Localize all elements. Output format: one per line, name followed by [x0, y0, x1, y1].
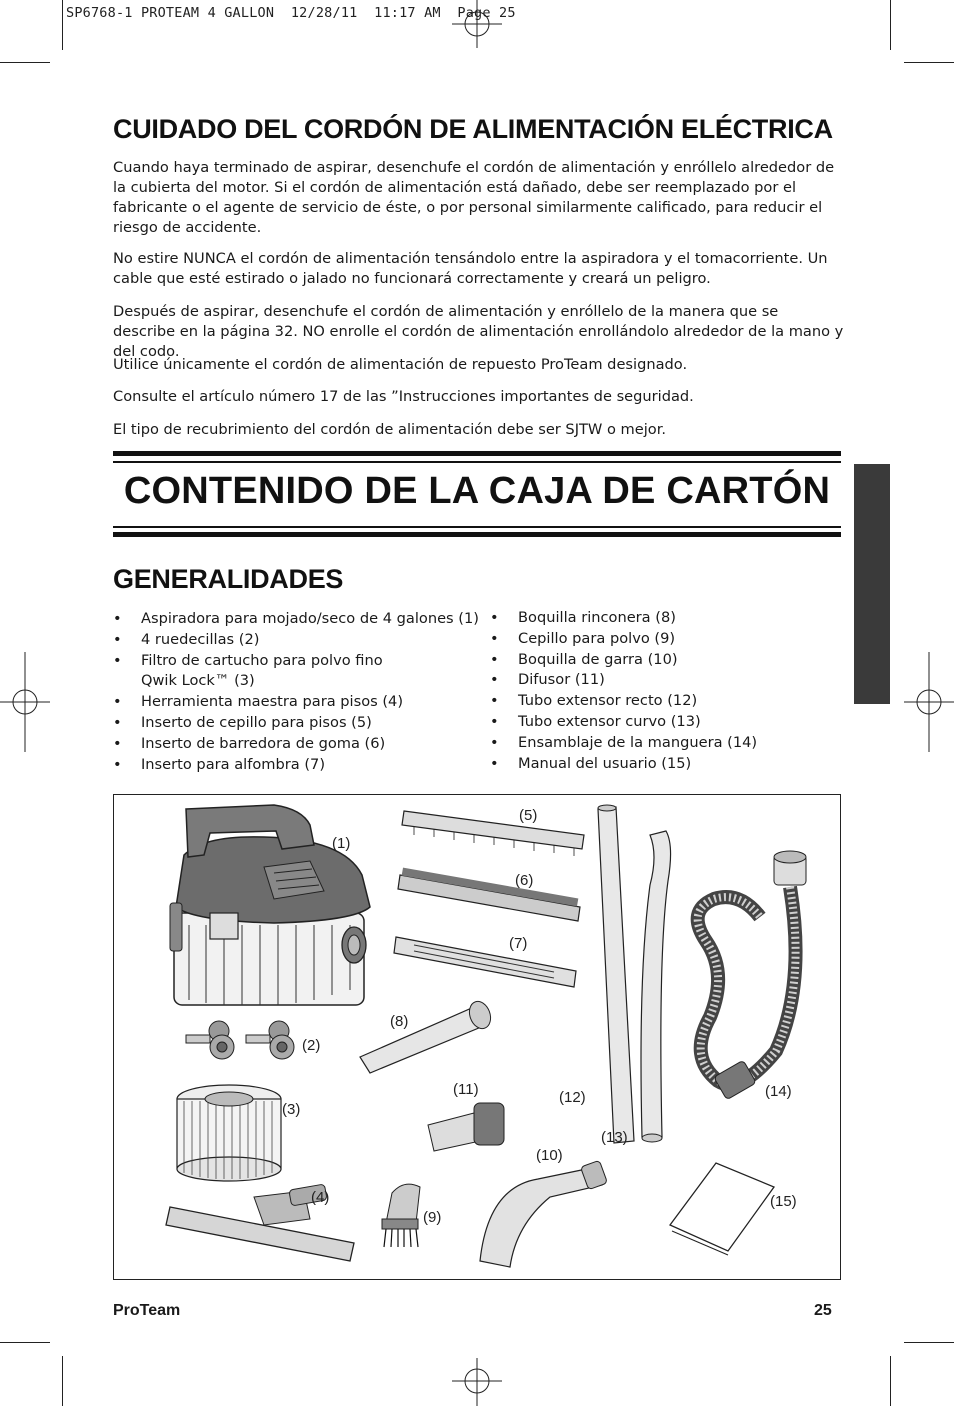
print-slug: SP6768-1 PROTEAM 4 GALLON 12/28/11 11:17 AM Page 25 [66, 5, 516, 21]
list-item: • Boquilla de garra (10) [490, 650, 830, 671]
part-label: (8) [390, 1013, 409, 1030]
dust-brush-illustration [382, 1184, 420, 1247]
list-item: • 4 ruedecillas (2) [113, 630, 483, 651]
part-label: (7) [509, 935, 528, 952]
list-item: • Tubo extensor curvo (13) [490, 712, 830, 733]
list-item: • Boquilla rinconera (8) [490, 608, 830, 629]
manual-illustration [670, 1163, 774, 1255]
crop-mark [0, 1342, 50, 1343]
part-label: (2) [302, 1037, 321, 1054]
list-item: • Inserto de barredora de goma (6) [113, 734, 483, 755]
part-label: (9) [423, 1209, 442, 1226]
filter-illustration [177, 1085, 281, 1181]
crop-mark [890, 0, 891, 50]
list-item: • Difusor (11) [490, 670, 830, 691]
part-label: (12) [559, 1089, 586, 1106]
list-item: • Tubo extensor recto (12) [490, 691, 830, 712]
part-label: (4) [311, 1189, 330, 1206]
crevice-tool-illustration [360, 998, 494, 1073]
part-label: (5) [519, 807, 538, 824]
generalidades-heading: GENERALIDADES [113, 564, 344, 594]
list-item: • Manual del usuario (15) [490, 754, 830, 775]
cord-paragraph-2: No estire NUNCA el cordón de alimentación tensándolo entre la aspiradora y el tomacorriente. Un cable que esté estirado o jalado no funcionará correctamente y creará un peligro. [113, 250, 828, 287]
crop-mark [62, 1356, 63, 1406]
registration-mark-bottom [452, 1356, 502, 1406]
contents-list-left [113, 609, 483, 775]
claw-nozzle-illustration [480, 1160, 608, 1267]
part-label: (10) [536, 1147, 563, 1164]
part-label: (15) [770, 1193, 797, 1210]
list-item-continuation: Qwik Lock™ (3) [141, 672, 255, 690]
contents-title: CONTENIDO DE LA CAJA DE CARTÓN [123, 470, 831, 512]
cord-paragraph-1: Cuando haya terminado de aspirar, desenchufe el cordón de alimentación y enróllelo alrededor de la cubierta del motor. Si el cordón de alimentación está dañado, debe ser reemplazado por el fabricante o el agente de servicio de éste, o por personal similarmente calificado, para reducir el riesgo de accidente. [113, 159, 835, 236]
cord-paragraph-5: Consulte el artículo número 17 de las ”Instrucciones importantes de seguridad. [113, 388, 694, 405]
part-label: (1) [332, 835, 351, 852]
registration-mark-top [452, 0, 502, 50]
cord-care-heading: CUIDADO DEL CORDÓN DE ALIMENTACIÓN ELÉCTRICA [113, 114, 833, 144]
part-label: (14) [765, 1083, 792, 1100]
cord-paragraph-6: El tipo de recubrimiento del cordón de alimentación debe ser SJTW o mejor. [113, 421, 667, 438]
crop-mark [62, 0, 63, 50]
page-number: 25 [814, 1302, 832, 1319]
casters-illustration [186, 1021, 294, 1059]
registration-mark-left [0, 652, 50, 752]
contents-list-right [490, 608, 830, 774]
title-rule-bottom-thin [113, 526, 841, 528]
list-item: • Ensamblaje de la manguera (14) [490, 733, 830, 754]
part-label: (11) [453, 1081, 479, 1098]
list-item: • Cepillo para polvo (9) [490, 629, 830, 650]
crop-mark [904, 62, 954, 63]
curved-tube-illustration [641, 831, 671, 1142]
crop-mark [0, 62, 50, 63]
title-rule-top-thin [113, 461, 841, 463]
list-item: • Herramienta maestra para pisos (4) [113, 692, 483, 713]
list-item: • Inserto de cepillo para pisos (5) [113, 713, 483, 734]
title-rule-top-thick [113, 451, 841, 456]
contents-figure [113, 794, 841, 1280]
hose-illustration [698, 851, 806, 1100]
list-item: • Filtro de cartucho para polvo fino [113, 651, 483, 672]
list-item: • Inserto para alfombra (7) [113, 755, 483, 776]
title-rule-bottom-thick [113, 532, 841, 537]
registration-mark-right [904, 652, 954, 752]
diffuser-illustration [428, 1103, 504, 1151]
straight-tube-illustration [598, 805, 634, 1143]
insert-illustrations [394, 811, 584, 987]
part-label: (13) [601, 1129, 628, 1146]
crop-mark [890, 1356, 891, 1406]
section-tab [854, 464, 890, 704]
cord-paragraph-3: Después de aspirar, desenchufe el cordón de alimentación y enróllelo de la manera que se describe en la página 32. NO enrolle el cordón de alimentación enrollándolo alrededor de la mano y del codo. [113, 303, 844, 360]
list-item: • Aspiradora para mojado/seco de 4 galones (1) [113, 609, 483, 630]
footer-brand: ProTeam [113, 1302, 181, 1319]
cord-paragraph-4: Utilice únicamente el cordón de alimentación de repuesto ProTeam designado. [113, 356, 688, 373]
crop-mark [904, 1342, 954, 1343]
part-label: (6) [515, 872, 534, 889]
parts-illustration [114, 795, 840, 1279]
part-label: (3) [282, 1101, 301, 1118]
